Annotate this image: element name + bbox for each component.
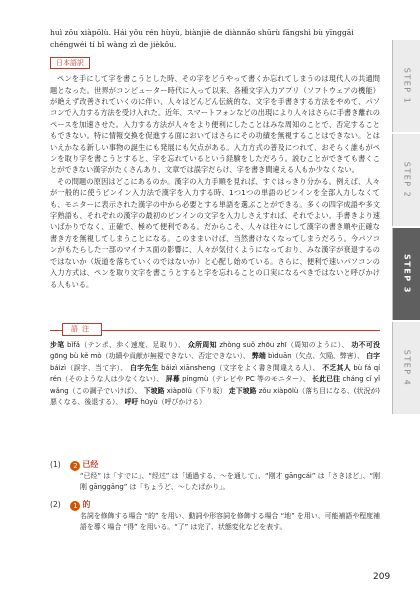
pinyin-line: chéngwéi tí bǐ wàng zì de jièkǒu. bbox=[50, 39, 177, 49]
glossary-gloss: bìduān（欠点、欠陥、弊害）、 bbox=[265, 352, 365, 361]
glossary-term: 不乏其人 bbox=[322, 363, 351, 372]
page-number: 209 bbox=[373, 572, 391, 582]
answer-circle-icon: 1 bbox=[70, 501, 80, 511]
glossary-term: 步笔 bbox=[50, 341, 65, 349]
note-heading bbox=[50, 459, 380, 471]
glossary-header bbox=[50, 323, 380, 337]
glossary-gloss: bù fá qí rén（そのような人は少なくない）、 bbox=[50, 363, 381, 384]
note-term: 已经 bbox=[82, 460, 99, 469]
step-sidebar bbox=[392, 0, 420, 595]
glossary-term: 呼吁 bbox=[124, 398, 139, 407]
glossary-term: 下坡路 bbox=[143, 386, 165, 395]
note-term: 的 bbox=[82, 500, 91, 509]
tab-step-1[interactable] bbox=[392, 40, 420, 132]
tab-step-4[interactable] bbox=[392, 322, 420, 414]
note-number: (2) bbox=[50, 500, 61, 509]
glossary-term: 众所周知 bbox=[187, 341, 217, 349]
glossary-gloss: báizì（誤字、当て字）、 bbox=[50, 363, 128, 372]
tab-step-2[interactable] bbox=[392, 134, 420, 226]
tab-label: STEP 1 bbox=[402, 67, 412, 105]
translation-label: 日本語訳 bbox=[50, 57, 90, 69]
glossary-term: 弊端 bbox=[252, 352, 266, 361]
translation-paragraph: ペンを手にして字を書こうとした時、その字をどうやって書くか忘れてしまうのは現代人の共通問題となった。世界がコンピューター時代に入って以来、各種文字入力アプリ（ソフトウェアの機能）が絶えず改善されていくのに伴い、人々はどんどん伝統的な、文字を手書きする方法をやめて、パソコンで入力する方法を受け入れた。近年、スマートフォンなどの出現により人々はさらに手書き離れのペースを加速させた。入力する方法が人々をより便利にしたことはみな周知のことで、否定することもできない。特に情報交換を促進する面においてはさらにその功績を無視することはできない。とはいえかなる新しい事物の誕生にも発展にも欠点がある。入力方式の普及につれて、おそらく誰もがペンを取り字を書こうとすると、字を忘れているという経験をしただろう。説むことができても書くことができない漢字がたくさんあり、文章では誤字だらけ、字を書き間違える人もか少なくない。 bbox=[50, 74, 380, 175]
note-heading bbox=[50, 499, 380, 511]
tab-label: STEP 4 bbox=[402, 349, 412, 387]
glossary-gloss: zhòng suǒ zhōu zhī（周知のように）、 bbox=[216, 341, 349, 349]
note-number: (1) bbox=[50, 460, 61, 469]
tab-label: STEP 3 bbox=[402, 254, 412, 294]
glossary-term: 长此已往 bbox=[312, 375, 341, 384]
glossary-term: 屏幕 bbox=[165, 375, 180, 384]
pinyin-line: huì zōu xiàpōlù. Hái yǒu rén hùyù, biànjiè de diànnǎo shūrù fāngshì bù yīnggāi bbox=[50, 28, 354, 37]
glossary-gloss: xiàpōlù（下り坂） bbox=[164, 386, 227, 395]
glossary-gloss: báizì xiānsheng（文字をよく書き間違える人）、 bbox=[158, 363, 320, 372]
glossary-term: 白字先生 bbox=[129, 363, 159, 372]
answer-notes bbox=[50, 459, 380, 533]
glossary-gloss: bǐfǎ（テンポ、歩く速度、足取り）、 bbox=[64, 341, 186, 349]
glossary-gloss: zǒu xiàpōlù（落ち目になる、(状況が) 悪くなる、後退する）、 bbox=[50, 386, 380, 407]
tab-label: STEP 2 bbox=[402, 161, 412, 199]
glossary-term: 功不可没 bbox=[351, 341, 380, 349]
glossary-term: 白字 bbox=[366, 352, 381, 361]
note-body: 名詞を修飾する場合 “的” を用い、動詞や形容詞を修飾する場合 “地” を用い、可能補語や程度補語を導く場合 “得” を用いる。“了” は完了、状態変化などを表す。 bbox=[80, 512, 380, 531]
translation-paragraph: その問題の原因はどこにあるのか。漢字の入力手順を見れば、すぐはっきり分かる。例えば、人々が一般的に使うピンイン入力法で漢字を入力する時、1つ1つの単語のピンインを全部入力しなくても、モニターに表示された漢字の中から必要とする単語を選ぶことができる。多くの四字成語や多文字熟語も、それぞれの漢字の最初のピンインの文字を入力しさえすれば、それでよい。手書きより速いばかりでなく、正確で、極めて便利である。だからこそ、人々は往々にして漢字の書き順や正確な書き方を無視してしまうことになる。このままいけば、当然書けなくなってしまうだろう。今パソコンがもたらした一部のマイナス面の影響に、人々が気付くようになっており、みな漢字が衰退するのではないか（坂道を落ちていくのではないか）と心配し始めている。さらに、便利で速いパソコンの入力方式は、ペンを取り文字を書こうとすると字を忘れることの口実になるべきではないと呼びかける人もいる。 bbox=[50, 176, 380, 289]
note-body: “已经” は「すでに」、“经过” は「通過する、～を通して」、“刚才 gāngcái” は「さきほど」、“刚刚 gānggāng” は「ちょうど、～したばかり」。 bbox=[80, 472, 380, 491]
glossary-label: 語注 bbox=[62, 323, 102, 336]
main-text bbox=[50, 27, 380, 290]
glossary-gloss: hūyù（呼びかける） bbox=[138, 398, 206, 407]
glossary-term: 走下坡路 bbox=[228, 386, 257, 395]
tab-step-3[interactable] bbox=[392, 228, 420, 320]
answer-circle-icon: 2 bbox=[70, 461, 80, 471]
glossary-gloss: cháng cǐ yǐ wǎng（この調子でいけば）、 bbox=[50, 375, 380, 395]
glossary-gloss: píngmù（テレビや PC 等のモニター）、 bbox=[179, 375, 310, 384]
glossary-body bbox=[50, 340, 380, 408]
glossary-section bbox=[50, 323, 380, 408]
glossary-gloss: gōng bù kě mò（功績や貢献が無視できない、否定できない）、 bbox=[50, 352, 250, 361]
